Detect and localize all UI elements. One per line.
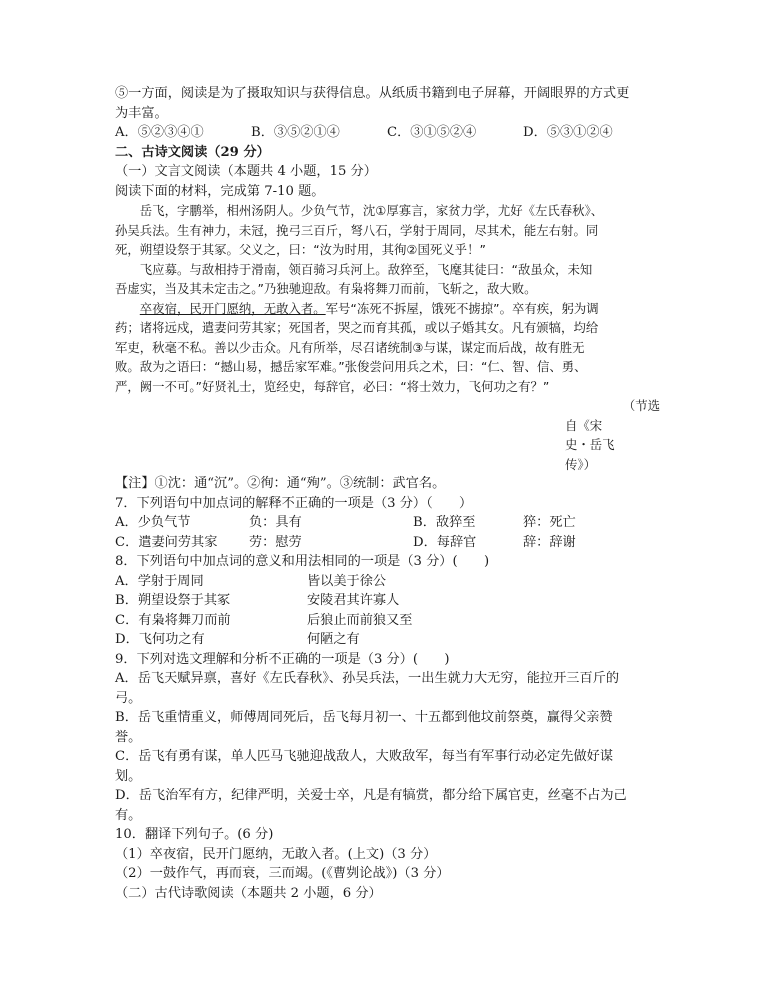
q8-option-a-compare: 皆以美于徐公 [307, 573, 387, 589]
passage-line: 严，阙一不可。”好贤礼士，览经史，每辞官，必曰：“将士效力，飞何功之有？” [115, 378, 550, 394]
q8-row [115, 630, 660, 650]
passage-line: 吾虚实，当及其未定击之。”乃独驰迎敌。有枭将舞刀而前，飞斩之，敌大败。 [115, 281, 537, 296]
q9-option-c-line1: C．岳飞有勇有谋，单人匹马飞驰迎战敌人，大败敌军，每当有军事行动必定先做好谋 [115, 749, 614, 764]
q7-option-a: A．少负气节 [115, 515, 191, 530]
reading-instruction: 阅读下面的材料，完成第 7-10 题。 [115, 183, 325, 199]
q10-item-1: （1）卒夜宿，民开门愿纳，无敢入者。(上文)（3 分） [115, 846, 437, 862]
q8-option-a: A．学射于周同 [115, 573, 204, 589]
classical-passage [115, 201, 660, 474]
q8-option-c-compare: 后狼止而前狼又至 [307, 612, 413, 628]
q8-option-b: B．朔望设祭于其冢 [115, 593, 231, 608]
q7-option-b: B．敌猝至 [413, 515, 476, 530]
q9-option-a-line2: 弓。 [115, 690, 142, 706]
q8-row [115, 591, 660, 611]
passage-line: 孙吴兵法。生有神力，未冠，挽弓三百斤，弩八石，学射于周同，尽其术，能左右射。同 [115, 222, 599, 238]
q8-option-b-compare: 安陵君其许寡人 [307, 593, 400, 608]
passage-line-rest: 军号“冻死不拆屋，饿死不掳掠”。卒有疾，躬为调 [325, 300, 599, 316]
q8-row [115, 572, 660, 592]
passage-line: 军吏，秋毫不私。善以少击众。凡有所举，尽召诸统制③与谋，谋定而后战，故有胜无 [115, 339, 585, 355]
q7-option-b-gloss: 猝：死亡 [523, 515, 576, 530]
q8-option-c: C．有枭将舞刀而前 [115, 612, 231, 628]
passage-line: 药；诸将远戍，遣妻问劳其家；死国者，哭之而育其孤，或以子婚其女。凡有颁犒，均给 [115, 320, 599, 335]
q7-option-c-gloss: 劳：慰劳 [249, 534, 302, 550]
passage-source [115, 396, 660, 474]
q7-row [115, 533, 660, 553]
q10-stem: 10．翻译下列句子。(6 分) [115, 827, 274, 842]
q6-item5-line2: 为丰富。 [115, 105, 168, 121]
section2-title: 二、古诗文阅读（29 分） [115, 144, 270, 160]
q6-option-a: A．⑤②③④① [115, 125, 204, 140]
section2-sub2: （二）古代诗歌阅读（本题共 2 小题，6 分） [115, 885, 382, 901]
q8-option-d-compare: 何陋之有 [307, 632, 360, 647]
q9-option-c-line2: 划。 [115, 768, 142, 784]
q6-options [115, 123, 660, 143]
passage-line: 败。敌为之语曰：“撼山易，撼岳家军难。”张俊尝问用兵之术，曰：“仁、智、信、勇、 [115, 359, 587, 374]
q7-option-d: D．每辞官 [413, 534, 477, 550]
passage-notes: 【注】①沈：通“沉”。②徇：通“殉”。③统制：武官名。 [115, 476, 446, 491]
section2-sub1: （一）文言文阅读（本题共 4 小题，15 分） [115, 164, 377, 179]
q6-option-b: B．③⑤②①④ [251, 125, 340, 140]
q7-row [115, 513, 660, 533]
q9-option-b-line1: B．岳飞重情重义，师傅周同死后，岳飞每月初一、十五都到他坟前祭奠，赢得父亲赞 [115, 710, 613, 725]
q8-option-d: D．飞何功之有 [115, 632, 205, 647]
q10-item-2: （2）一鼓作气，再而衰，三而竭。(《曹刿论战》)（3 分） [115, 866, 450, 881]
q8-stem: 8．下列语句中加点词的意义和用法相同的一项是（3 分）( ) [115, 554, 490, 569]
passage-line: 飞应募。与敌相持于滑南，领百骑习兵河上。敌猝至，飞麾其徒曰：“敌虽众，未知 [139, 261, 593, 277]
q6-option-c: C．③①⑤②④ [387, 125, 477, 140]
q7-option-c: C．遣妻问劳其家 [115, 534, 218, 550]
q6-option-d: D．⑤③①②④ [523, 125, 613, 140]
q8-row [115, 611, 660, 631]
source-line: 自《宋 [565, 417, 603, 433]
underlined-sentence: 卒夜宿，民开门愿纳，无敢入者。 [139, 300, 326, 316]
q9-stem: 9．下列对选文理解和分析不正确的一项是（3 分）( ) [115, 651, 450, 667]
q9-option-a-line1: A．岳飞天赋异禀，喜好《左氏春秋》、孙吴兵法，一出生就力大无穷，能拉开三百斤的 [115, 671, 620, 686]
q7-stem: 7．下列语句中加点词的解释不正确的一项是（3 分）（ ） [115, 495, 473, 511]
source-line: 史・岳飞 [565, 437, 615, 452]
passage-line: 岳飞，字鹏举，相州汤阴人。少负气节，沈①厚寡言，家贫力学，尤好《左氏春秋》、 [139, 203, 604, 218]
q9-option-b-line2: 誉。 [115, 729, 142, 745]
source-line: 传》） [565, 456, 596, 472]
q7-option-d-gloss: 辞：辞谢 [523, 534, 576, 550]
q6-item5-line1: ⑤一方面，阅读是为了摄取知识与获得信息。从纸质书籍到电子屏幕，开阔眼界的方式更 [115, 86, 630, 101]
q9-option-d-line1: D．岳飞治军有方，纪律严明，关爱士卒，凡是有犒赏，都分给下属官吏，丝毫不占为己 [115, 788, 627, 803]
passage-line: 死，朔望设祭于其冢。父义之，曰：“汝为时用，其徇②国死义乎！” [115, 242, 486, 257]
q7-option-a-gloss: 负：具有 [249, 515, 302, 530]
page-content [115, 84, 660, 903]
passage-line [115, 299, 660, 319]
q9-option-d-line2: 有。 [115, 807, 142, 823]
source-line: （节选 [622, 398, 660, 413]
